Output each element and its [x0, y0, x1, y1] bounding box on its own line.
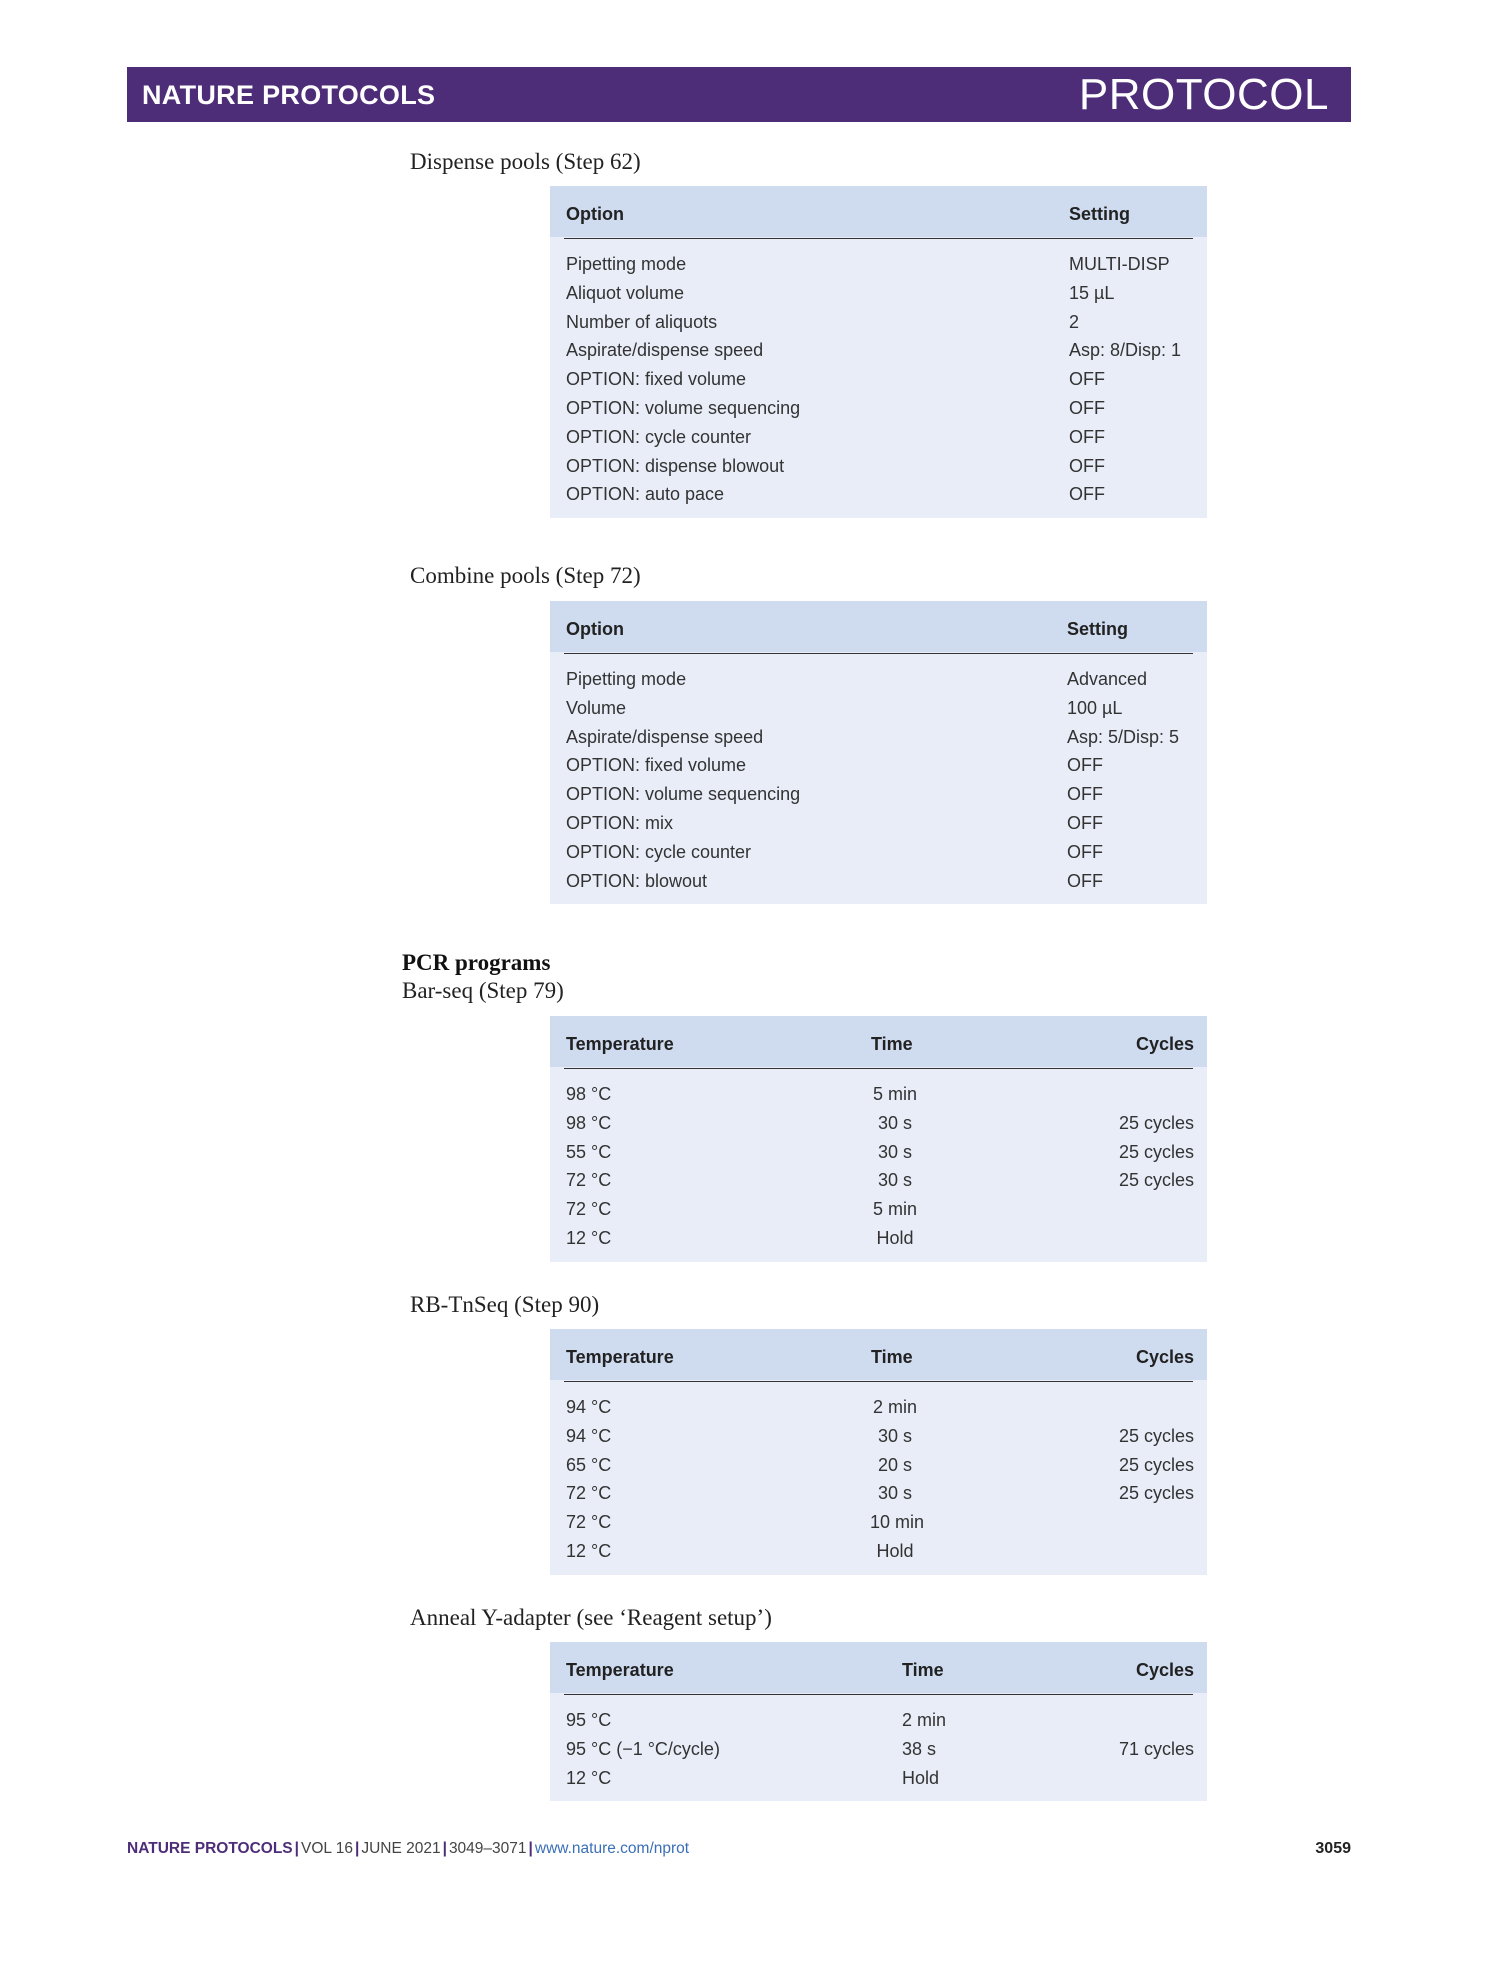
column-header: Time	[871, 1034, 913, 1054]
table-body	[550, 1693, 1207, 1801]
table-row	[550, 866, 1207, 895]
table-cell: 98 °C	[566, 1112, 612, 1133]
table-row	[550, 1450, 1207, 1479]
header-rule	[564, 1068, 1193, 1069]
table-cell: OPTION: dispense blowout	[566, 455, 785, 476]
table-cell: 25 cycles	[1118, 1425, 1194, 1446]
table-row	[550, 335, 1207, 364]
footer-separator: |	[294, 1840, 299, 1857]
table-cell: OFF	[1067, 812, 1103, 833]
table-row	[550, 693, 1207, 722]
column-header: Cycles	[1135, 1660, 1194, 1680]
table-row	[550, 1165, 1207, 1194]
table-header	[550, 186, 1207, 237]
table-cell: MULTI-DISP	[1069, 254, 1170, 274]
table-cell: OFF	[1069, 426, 1105, 447]
table-cell: Pipetting mode	[566, 669, 687, 689]
table-cell: 95 °C	[566, 1710, 612, 1730]
table-cell: OFF	[1067, 755, 1103, 776]
dispense-pools-table	[550, 186, 1207, 518]
column-header: Time	[871, 1347, 913, 1367]
table-cell: Hold	[876, 1540, 914, 1561]
table-body	[550, 1380, 1207, 1575]
footer-separator: |	[354, 1840, 360, 1857]
table-header	[550, 601, 1207, 652]
table-body	[550, 652, 1207, 904]
column-header: Time	[902, 1660, 944, 1680]
footer-pages: 3049–3071	[448, 1840, 527, 1857]
journal-name: NATURE PROTOCOLS	[142, 80, 436, 110]
table-caption: RB-TnSeq (Step 90)	[410, 1292, 600, 1317]
barseq-pcr-table	[550, 1016, 1207, 1262]
table-row	[550, 479, 1207, 508]
table-cell: 98 °C	[566, 1084, 612, 1104]
table-cell: 2 min	[902, 1710, 947, 1730]
table-row	[550, 1536, 1207, 1565]
table-cell: 20 s	[877, 1454, 913, 1475]
table-row	[550, 364, 1207, 393]
table-cell: 5 min	[872, 1199, 917, 1220]
table-cell: OPTION: cycle counter	[566, 841, 752, 862]
column-header: Temperature	[566, 1034, 674, 1054]
table-cell: OFF	[1067, 784, 1103, 805]
table-cell: 25 cycles	[1118, 1141, 1194, 1162]
article-type: PROTOCOL	[1078, 70, 1329, 119]
table-header	[550, 1329, 1207, 1380]
table-body	[550, 237, 1207, 518]
footer-volume: VOL 16	[300, 1840, 353, 1857]
table-row	[550, 837, 1207, 866]
table-cell: OPTION: fixed volume	[566, 369, 747, 390]
header-rule	[564, 1694, 1193, 1695]
table-row	[550, 779, 1207, 808]
page-number: 3059	[1315, 1840, 1351, 1857]
table-cell: 2 min	[872, 1397, 917, 1417]
table-cell: 72 °C	[566, 1483, 612, 1504]
table-cell: OFF	[1067, 870, 1103, 891]
table-caption: Dispense pools (Step 62)	[410, 149, 641, 174]
table-row	[550, 1478, 1207, 1507]
table-cell: Aspirate/dispense speed	[566, 726, 764, 747]
table-cell: 12 °C	[566, 1540, 612, 1561]
table-row	[550, 1223, 1207, 1252]
column-header: Temperature	[566, 1660, 674, 1680]
table-row	[550, 1079, 1207, 1108]
table-cell: Hold	[876, 1227, 914, 1248]
footer-separator: |	[528, 1840, 533, 1857]
table-cell: 71 cycles	[1118, 1738, 1194, 1759]
table-row	[550, 1734, 1207, 1763]
section-heading: PCR programs	[402, 950, 551, 975]
table-row	[550, 1507, 1207, 1536]
header-rule	[564, 653, 1193, 654]
table-row	[550, 750, 1207, 779]
table-cell: 25 cycles	[1118, 1483, 1194, 1504]
table-cell: 30 s	[877, 1483, 913, 1504]
table-cell: OPTION: volume sequencing	[566, 397, 801, 418]
table-cell: 25 cycles	[1118, 1454, 1194, 1475]
table-cell: OFF	[1069, 369, 1105, 390]
table-header	[550, 1642, 1207, 1693]
table-cell: OFF	[1067, 841, 1103, 862]
table-cell: 25 cycles	[1118, 1112, 1194, 1133]
table-cell: OPTION: cycle counter	[566, 426, 752, 447]
table-row	[550, 278, 1207, 307]
table-cell: Aspirate/dispense speed	[566, 340, 764, 361]
footer-journal: NATURE PROTOCOLS	[127, 1840, 293, 1857]
table-cell: OFF	[1069, 484, 1105, 505]
table-cell: OPTION: auto pace	[566, 484, 725, 505]
table-row	[550, 1137, 1207, 1166]
column-header: Temperature	[566, 1347, 674, 1367]
table-row	[550, 1108, 1207, 1137]
table-cell: Number of aliquots	[566, 311, 718, 332]
table-cell: OFF	[1069, 397, 1105, 418]
page-footer	[127, 1840, 689, 1858]
table-cell: 94 °C	[566, 1397, 612, 1417]
table-row	[550, 1705, 1207, 1734]
table-cell: 55 °C	[566, 1141, 612, 1162]
table-caption: Bar-seq (Step 79)	[402, 978, 564, 1003]
column-header: Cycles	[1135, 1034, 1194, 1054]
table-row	[550, 1421, 1207, 1450]
footer-date: JUNE 2021	[361, 1840, 441, 1857]
table-cell: Hold	[902, 1767, 940, 1788]
table-cell: OPTION: volume sequencing	[566, 784, 801, 805]
table-cell: 25 cycles	[1118, 1170, 1194, 1191]
table-cell: 72 °C	[566, 1199, 612, 1220]
table-row	[550, 664, 1207, 693]
table-cell: Asp: 8/Disp: 1	[1069, 340, 1182, 361]
table-cell: 2	[1069, 311, 1080, 332]
table-cell: 38 s	[902, 1738, 937, 1759]
table-row	[550, 249, 1207, 278]
table-cell: 30 s	[877, 1141, 913, 1162]
table-row	[550, 393, 1207, 422]
table-cell: 100 µL	[1067, 697, 1123, 718]
table-cell: Asp: 5/Disp: 5	[1067, 726, 1180, 747]
journal-banner	[127, 67, 1351, 122]
anneal-program-table	[550, 1642, 1207, 1801]
footer-separator: |	[442, 1840, 447, 1857]
table-cell: 12 °C	[566, 1227, 612, 1248]
column-header: Setting	[1067, 619, 1128, 639]
footer-url-link[interactable]: www.nature.com/nprot	[534, 1840, 690, 1857]
table-cell: 95 °C (−1 °C/cycle)	[566, 1738, 720, 1759]
table-cell: OPTION: blowout	[566, 870, 708, 891]
table-header	[550, 1016, 1207, 1067]
table-cell: 5 min	[872, 1084, 917, 1104]
rbtnseq-pcr-table	[550, 1329, 1207, 1575]
table-cell: 15 µL	[1069, 282, 1115, 303]
column-header: Option	[566, 204, 624, 224]
combine-pools-table	[550, 601, 1207, 904]
table-cell: 30 s	[877, 1170, 913, 1191]
table-row	[550, 722, 1207, 751]
header-rule	[564, 238, 1193, 239]
table-caption: Combine pools (Step 72)	[410, 563, 641, 588]
column-header: Cycles	[1135, 1347, 1194, 1367]
table-cell: Advanced	[1067, 669, 1148, 689]
table-cell: Pipetting mode	[566, 254, 687, 274]
table-cell: Volume	[566, 697, 627, 718]
table-caption: Anneal Y-adapter (see ‘Reagent setup’)	[410, 1605, 772, 1630]
table-cell: 94 °C	[566, 1425, 612, 1446]
column-header: Setting	[1069, 204, 1130, 224]
table-row	[550, 307, 1207, 336]
table-cell: 65 °C	[566, 1454, 612, 1475]
table-cell: OFF	[1069, 455, 1105, 476]
table-row	[550, 1763, 1207, 1792]
table-cell: 30 s	[877, 1112, 913, 1133]
table-cell: 10 min	[870, 1512, 925, 1533]
table-cell: Aliquot volume	[566, 282, 685, 303]
table-row	[550, 1392, 1207, 1421]
table-cell: 30 s	[877, 1425, 913, 1446]
table-body	[550, 1067, 1207, 1262]
table-cell: 12 °C	[566, 1767, 612, 1788]
table-cell: OPTION: fixed volume	[566, 755, 747, 776]
header-rule	[564, 1381, 1193, 1382]
table-cell: 72 °C	[566, 1512, 612, 1533]
table-cell: OPTION: mix	[566, 812, 673, 833]
table-row	[550, 451, 1207, 480]
table-row	[550, 1194, 1207, 1223]
table-row	[550, 808, 1207, 837]
table-row	[550, 422, 1207, 451]
table-cell: 72 °C	[566, 1170, 612, 1191]
column-header: Option	[566, 619, 624, 639]
